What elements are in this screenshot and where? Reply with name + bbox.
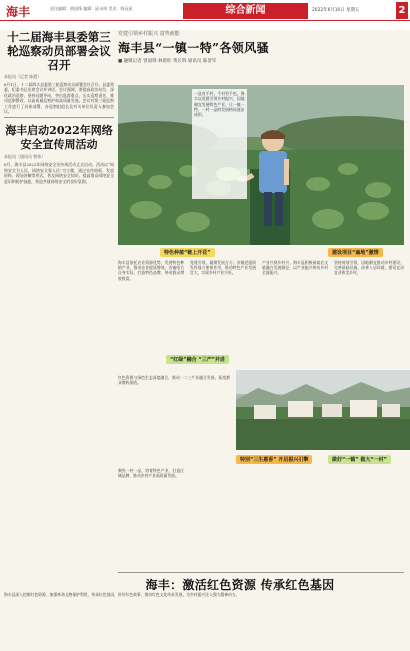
feature-kicker: 党建引领乡村振兴 富势就能	[118, 31, 180, 37]
feature-col-4: 坚持规划引领，因地制宜推动乡村建设，完善基础设施，改善人居环境，建设宜居宜业和美乡村。	[334, 260, 404, 276]
feature-col-5: 红色资源与绿色生态深度融合，推动一二三产业融合发展，拓宽群众增收渠道。	[118, 375, 230, 386]
badge-red-green: “红绿”融合 “三产”并进	[166, 355, 229, 364]
badge-special-planting: 特色种植“链上开花”	[160, 248, 215, 257]
section-bar	[183, 3, 308, 19]
page-number: 2	[396, 2, 408, 19]
footer-rule	[118, 572, 404, 573]
masthead-meta-line1: 责任编辑：黄国锋 编辑：邱永明 美术：陈冠星	[50, 6, 133, 11]
left-divider	[4, 117, 114, 118]
left-body: 6月1日，十二届海丰县委第三轮巡察动员部署会议召开。县委常委、纪委书记出席会议并讲话。会议强调，要提高政治站位，深化政治巡察，坚持问题导向，突出监督重点，压实巡察责任，推动巡察整改，以高质量巡察护航高质量发展。会议对第三轮巡察工作进行了具体部署，各巡察组组长及有关单位负责人参加会议。	[4, 82, 114, 115]
feature-title: 海丰县“一镇一特”各领风骚	[118, 41, 270, 55]
footer-body: 海丰县深入挖掘红色资源，加强革命文物保护利用，传承红色基因，讲好红色故事，推动红色文化传承发展，为乡村振兴注入强大精神动力。	[4, 592, 240, 597]
top-rule	[0, 20, 410, 21]
badge-construction: 建设项目“遍地”激情	[328, 248, 383, 257]
left-headline: 十二届海丰县委第三轮巡察动员部署会议召开	[7, 30, 111, 72]
feature-article	[118, 30, 404, 572]
feature-col-6: 聚焦一村一品，培育特色产业，打造区域品牌，推动乡村产业高质量发展。	[118, 468, 184, 479]
issue-date: 2022年6月10日 星期五	[312, 8, 360, 13]
footer-headline: 海丰：激活红色资源 传承红色基因	[145, 578, 335, 592]
left-byline-2: 本报讯（通讯员 曾伟）	[4, 154, 46, 160]
feature-col-1: 海丰县依托农业资源优势，发展特色种植产业，推动农业提质增效。各镇结合自身实际，打造特色品牌，带动群众增收致富。	[118, 260, 184, 281]
masthead	[0, 0, 410, 30]
feature-col-3: 产业兴则乡村兴。海丰县积极探索农文旅融合发展路径，以产业振兴带动乡村全面振兴。	[262, 260, 328, 276]
feature-photo	[118, 85, 404, 245]
logo-text: 海丰	[6, 5, 31, 19]
badge-three-life: 特别“三生惠香” 开启振兴引擎	[236, 455, 312, 464]
feature-byline: ■ 融媒记者 曾国锋 林晨旺 黄长辉 通讯员 陈誉军	[118, 59, 217, 64]
left-column	[4, 30, 114, 620]
newspaper-logo	[6, 3, 46, 25]
masthead-meta	[50, 6, 133, 11]
left-body-2: 6月，海丰县2022年网络安全宣传周活动正式启动。活动以“网络安全为人民，网络安全靠人民”为主题，通过宣传展板、发放资料、现场讲解等形式，普及网络安全知识，提高群众网络安全意识和防护技能，营造共建网络安全的良好氛围。	[4, 162, 114, 184]
left-headline-2: 海丰启动2022年网络安全宣传周活动	[5, 124, 113, 152]
village-photo	[236, 370, 410, 450]
village-photo-illustration	[236, 370, 410, 450]
section-title: 综合新闻	[225, 5, 266, 16]
left-byline: 本报讯（记者 陈霞）	[4, 74, 42, 79]
feature-col-2: 党建引领，凝聚发展合力。各镇党组织发挥战斗堡垒作用，推动特色产业发展壮大，实现乡村产业兴旺。	[190, 260, 256, 276]
feature-lead: 一县有千村，千村有千色。海丰以党建引领乡村振兴，因地制宜发展特色产业，让一镇一特、一村一品的发展格局逐步成形。	[192, 89, 247, 199]
badge-one-town: 做好“一镇” 做大“一村”	[328, 455, 391, 464]
field-photo-illustration	[118, 85, 404, 245]
